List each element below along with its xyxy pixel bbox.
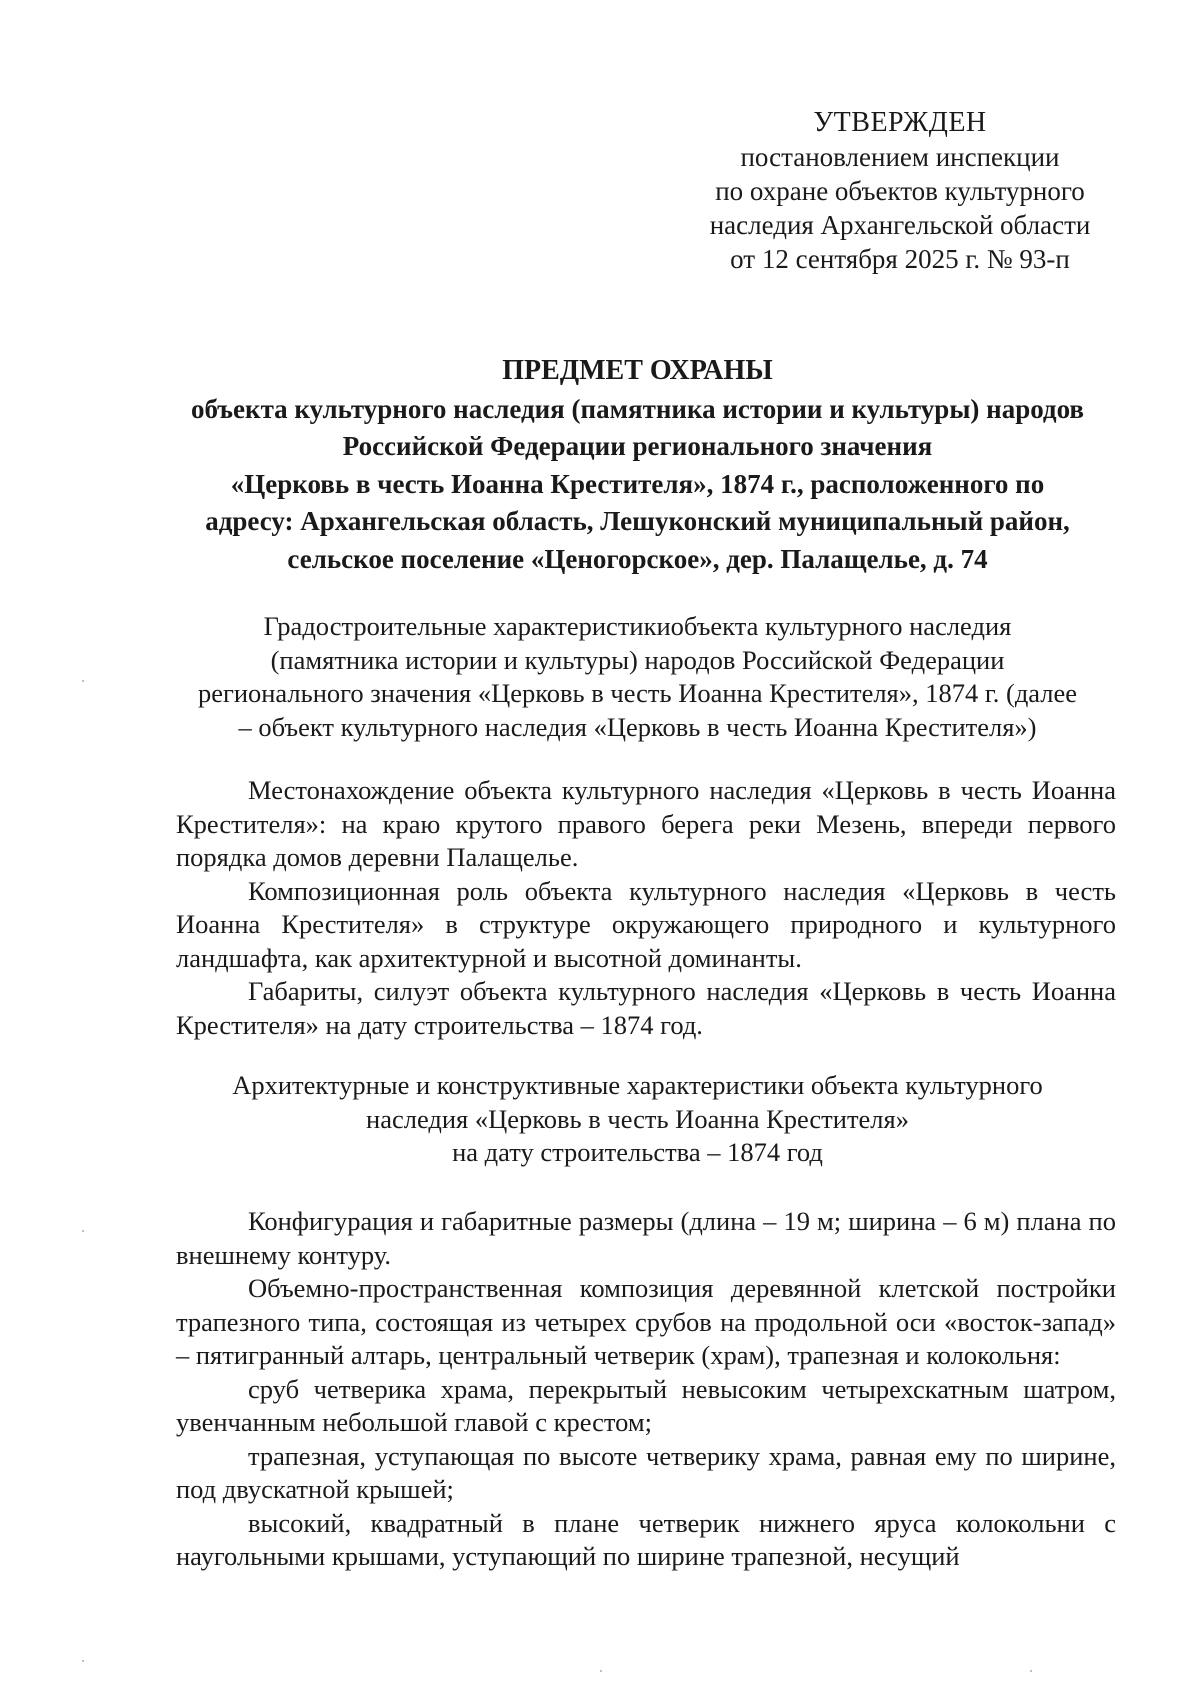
approval-line: постановлением инспекции bbox=[740, 142, 1060, 172]
scan-speck bbox=[1030, 1670, 1032, 1672]
section-heading-line: регионального значения «Церковь в честь Иоанна Крестителя», 1874 г. (далее bbox=[197, 678, 1078, 708]
section-body-architecture bbox=[176, 1205, 1116, 1574]
document-title-block bbox=[150, 352, 1125, 578]
paragraph-volume-composition: Объемно-пространственная композиция деревянной клетской постройки трапезного типа, состоящая из четырех срубов на продольной оси «восток-запад» – пятигранный алтарь, центральный четверик (храм), трапезная и колокольня: bbox=[176, 1273, 1116, 1370]
scan-speck bbox=[82, 680, 84, 682]
paragraph-dimensions-silhouette: Габариты, силуэт объекта культурного наследия «Церковь в честь Иоанна Крестителя» на дату строительства – 1874 год. bbox=[176, 976, 1116, 1040]
approval-line: от 12 сентября 2025 г. № 93-п bbox=[730, 244, 1070, 274]
scan-speck bbox=[82, 1230, 84, 1232]
document-title: ПРЕДМЕТ ОХРАНЫ bbox=[502, 355, 773, 386]
paragraph-configuration: Конфигурация и габаритные размеры (длина – 19 м; ширина – 6 м) плана по внешнему контуру. bbox=[176, 1206, 1116, 1270]
title-line: объекта культурного наследия (памятника истории и культуры) народов bbox=[190, 393, 1085, 424]
section-body-urban-planning bbox=[176, 774, 1116, 1042]
title-line: «Церковь в честь Иоанна Крестителя», 1874 г., расположенного по bbox=[230, 468, 1045, 499]
section-heading-line: наследия «Церковь в честь Иоанна Крестителя» bbox=[366, 1103, 909, 1134]
paragraph-compositional-role: Композиционная роль объекта культурного наследия «Церковь в честь Иоанна Крестителя» в структуре окружающего природного и культурного ландшафта, как архитектурной и высотной доминанты. bbox=[176, 875, 1116, 973]
title-line: адресу: Архангельская область, Лешуконский муниципальный район, bbox=[205, 506, 1070, 536]
approval-line: наследия Архангельской области bbox=[709, 210, 1091, 240]
paragraph-bell-tower: высокий, квадратный в плане четверик нижнего яруса колокольни с наугольными крышами, уступающий по ширине трапезной, несущий bbox=[176, 1507, 1116, 1571]
approval-line: по охране объектов культурного bbox=[715, 176, 1085, 206]
section-heading-line: – объект культурного наследия «Церковь в честь Иоанна Крестителя») bbox=[238, 711, 1037, 742]
paragraph-refectory: трапезная, уступающая по высоте четверику храма, равная ему по ширине, под двускатной крышей; bbox=[176, 1440, 1116, 1504]
section-heading-line: Градостроительные характеристикиобъекта культурного наследия bbox=[263, 611, 1012, 641]
section-heading-architecture bbox=[160, 1069, 1115, 1170]
approval-stamp-block bbox=[690, 106, 1110, 276]
section-heading-line: на дату строительства – 1874 год bbox=[452, 1137, 823, 1167]
section-heading-line: Архитектурные и конструктивные характеристики объекта культурного bbox=[232, 1070, 1043, 1100]
section-heading-urban-planning bbox=[160, 610, 1115, 744]
title-line: сельское поселение «Ценогорское», дер. Палащелье, д. 74 bbox=[287, 543, 988, 574]
scan-speck bbox=[600, 1670, 602, 1672]
title-line: Российской Федерации регионального значения bbox=[342, 431, 933, 461]
approval-heading: УТВЕРЖДЕН bbox=[813, 107, 987, 138]
scan-speck bbox=[82, 1660, 84, 1662]
paragraph-location: Местонахождение объекта культурного наследия «Церковь в честь Иоанна Крестителя»: на краю крутого правого берега реки Мезень, впереди первого порядка домов деревни Палащелье. bbox=[176, 775, 1116, 872]
paragraph-church-frame: сруб четверика храма, перекрытый невысоким четырехскатным шатром, увенчанным небольшой главой с крестом; bbox=[176, 1373, 1116, 1437]
section-heading-line: (памятника истории и культуры) народов Российской Федерации bbox=[270, 644, 1005, 675]
